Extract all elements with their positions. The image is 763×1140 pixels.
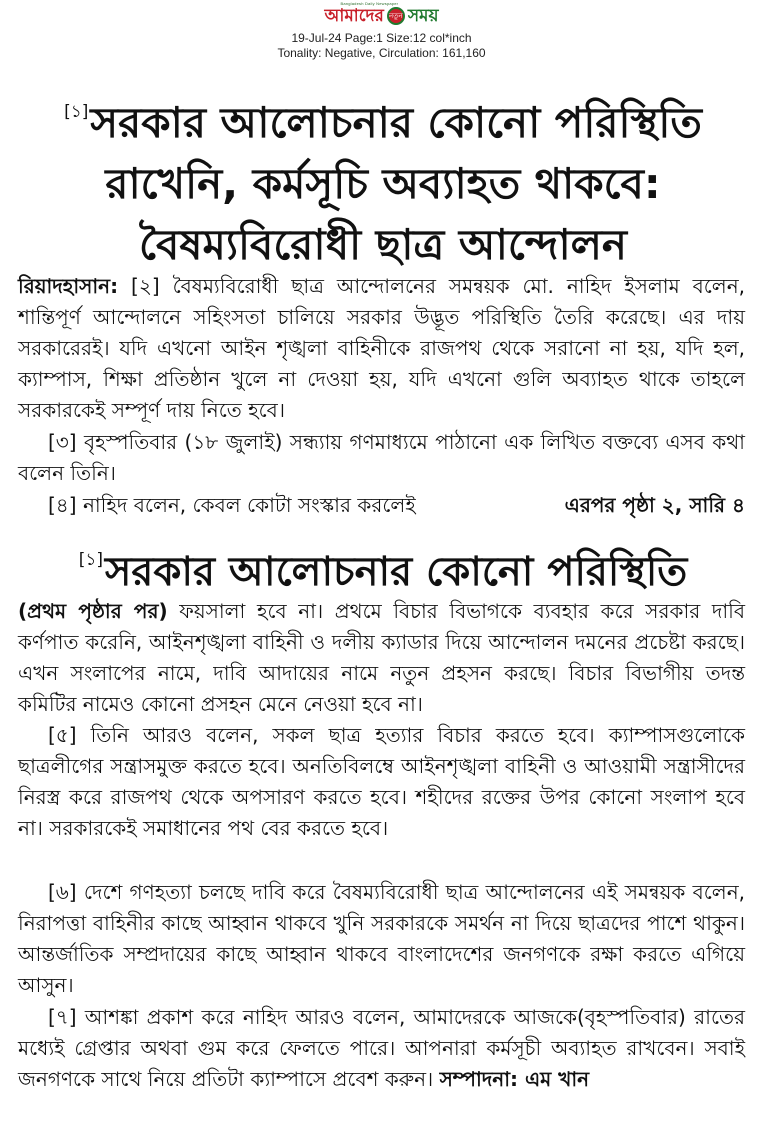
headline-line-2: রাখেনি, কর্মসূচি অব্যাহত থাকবে: bbox=[105, 159, 661, 208]
headline-line-1: সরকার আলোচনার কোনো পরিস্থিতি bbox=[90, 98, 702, 147]
headline-ref: [১] bbox=[64, 102, 89, 122]
continuation-paragraph-6: [৬] দেশে গণহত্যা চলছে দাবি করে বৈষম্যবিরোধী ছাত্র আন্দোলনের এই সমন্বয়ক বলেন, নিরাপত্তা বাহিনীর কাছে আহ্বান থাকবে খুনি সরকারকে সমর্থন না দিয়ে ছাত্রদের পাশে থাকুন। আন্তর্জাতিক সম্প্রদায়ের কাছে আহ্বান থাকবে বাংলাদেশের জনগণকে রক্ষা করতে এগিয়ে আসুন। bbox=[18, 880, 745, 997]
clip-meta-date-size: 19-Jul-24 Page:1 Size:12 col*inch bbox=[291, 31, 472, 45]
editor-credit: সম্পাদনা: এম খান bbox=[439, 1067, 590, 1091]
continuation-headline-text: সরকার আলোচনার কোনো পরিস্থিতি bbox=[104, 549, 688, 595]
article-paragraph-4 bbox=[18, 490, 745, 521]
continuation-paragraph-first bbox=[18, 596, 745, 720]
clip-meta-tonality: Tonality: Negative, Circulation: 161,160 bbox=[277, 46, 486, 60]
jump-reference: এরপর পৃষ্ঠা ২, সারি ৪ bbox=[564, 493, 745, 517]
masthead bbox=[0, 3, 763, 25]
main-headline bbox=[14, 82, 752, 275]
logo-seal-icon: নতুন bbox=[387, 7, 405, 25]
continuation-first-text: ফয়সালা হবে না। প্রথমে বিচার বিভাগকে ব্যবহার করে সরকার দাবি কর্ণপাত করেনি, আইনশৃঙ্খলা বাহিনী ও দলীয় ক্যাডার দিয়ে আন্দোলন দমনের প্রচেষ্টা করছে। এখন সংলাপের নামে, দাবি আদায়ের নামে নতুন প্রহসন করছে। বিচার বিভাগীয় তদন্ত কমিটির নামেও কোনো প্রসহন মেনে নেওয়া হবে না। bbox=[18, 599, 745, 716]
byline: রিয়াদহাসান: bbox=[18, 274, 119, 298]
paragraph-4-text: [৪] নাহিদ বলেন, কেবল কোটা সংস্কার করলেই bbox=[48, 493, 416, 517]
logo-text-left: আমাদের bbox=[324, 6, 384, 26]
paragraph-2-text: [২] বৈষম্যবিরোধী ছাত্র আন্দোলনের সমন্বয়ক মো. নাহিদ ইসলাম বলেন, শান্তিপূর্ণ আন্দোলনে সহিংসতা চালিয়ে সরকার উদ্ভূত পরিস্থিতি তৈরি করেছে। এর দায় সরকারেরই। যদি এখনো আইন শৃঙ্খলা বাহিনীকে রাজপথ থেকে সরানো না হয়, যদি হল, ক্যাম্পাস, শিক্ষা প্রতিষ্ঠান খুলে না দেওয়া হয়, যদি এখনো গুলি অব্যাহত থাকে তাহলে সরকারকেই সম্পূর্ণ দায় নিতে হবে। bbox=[18, 274, 745, 422]
continuation-headline-ref: [১] bbox=[78, 550, 103, 570]
logo-tagline: Bangladesh Daily Newspaper bbox=[340, 1, 399, 6]
continuation-headline bbox=[14, 532, 752, 600]
logo-text-right: সময় bbox=[407, 6, 439, 26]
headline-line-3: বৈষম্যবিরোধী ছাত্র আন্দোলন bbox=[139, 220, 627, 269]
newspaper-logo bbox=[325, 3, 439, 25]
continued-label: (প্রথম পৃষ্ঠার পর) bbox=[18, 599, 168, 623]
article-paragraph-2 bbox=[18, 271, 745, 426]
continuation-paragraph-5: [৫] তিনি আরও বলেন, সকল ছাত্র হত্যার বিচার করতে হবে। ক্যাম্পাসগুলোকে ছাত্রলীগের সন্ত্রাসমুক্ত করতে হবে। অনতিবিলম্বে আইনশৃঙ্খলা বাহিনী ও আওয়ামী সন্ত্রাসীদের নিরস্ত্র করে রাজপথ থেকে অপসারণ করতে হবে। শহীদের রক্তের উপর কোনো সংলাপ হবে না। সরকারকেই সমাধানের পথ বের করতে হবে। bbox=[18, 723, 745, 840]
article-paragraph-3: [৩] বৃহস্পতিবার (১৮ জুলাই) সন্ধ্যায় গণমাধ্যমে পাঠানো এক লিখিত বক্তব্যে এসব কথা বলেন তিনি। bbox=[18, 430, 745, 485]
paragraph-7-text: [৭] আশঙ্কা প্রকাশ করে নাহিদ আরও বলেন, আমাদেরকে আজকে(বৃহস্পতিবার) রাতের মধ্যেই গ্রেপ্তার অথবা গুম করে ফেলতে পারে। আপনারা কর্মসূচী অব্যাহত রাখবেন। সবাই জনগণকে সাথে নিয়ে প্রতিটা ক্যাম্পাসে প্রবেশ করুন। bbox=[18, 1005, 745, 1091]
continuation-paragraph-7 bbox=[18, 1002, 745, 1095]
